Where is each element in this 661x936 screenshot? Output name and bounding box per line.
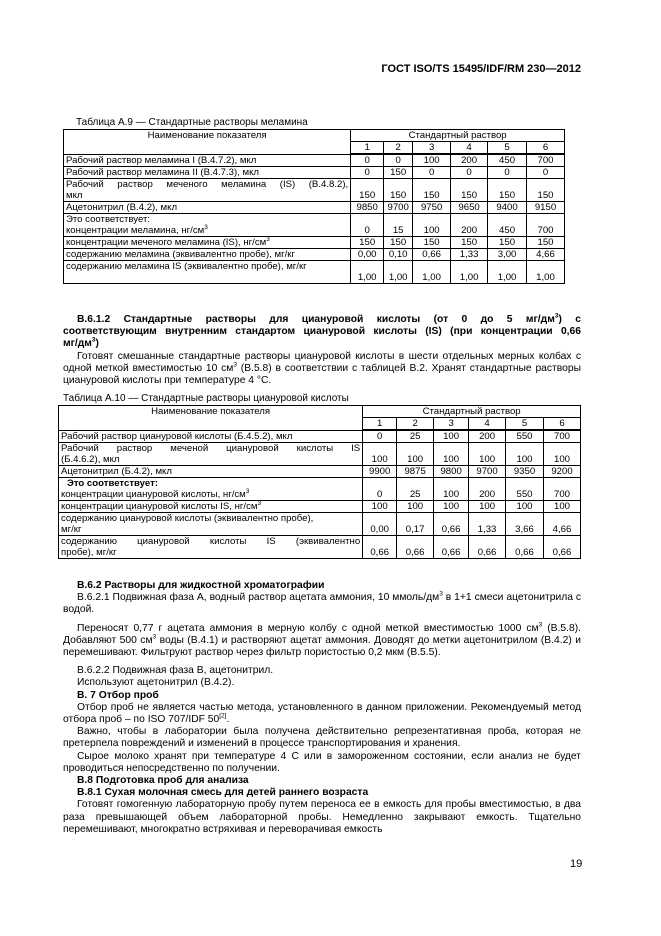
row-label-text: концентрации циануровой кислоты IS, нг/см xyxy=(61,501,258,512)
paragraph-text: Отбор проб не является частью метода, установленного в данном приложении. Рекомендуемый метод отбора проб – по ISO 707/IDF 50 xyxy=(63,701,581,726)
cell: 150 xyxy=(384,237,413,249)
cell: 200 xyxy=(451,154,488,167)
cell: 25 xyxy=(397,430,434,443)
cell: 0,66 xyxy=(413,249,451,261)
cell: 200 xyxy=(451,214,488,237)
cell: 9850 xyxy=(351,202,384,214)
cell: 100 xyxy=(397,501,434,513)
cell: 3,66 xyxy=(506,513,544,536)
cell: 100 xyxy=(363,443,397,466)
cell: 100 xyxy=(469,443,506,466)
table-row xyxy=(64,237,565,249)
cell: 150 xyxy=(351,237,384,249)
col-number: 5 xyxy=(488,142,527,155)
cell: 9900 xyxy=(363,466,397,478)
row-label-line: пробе), мг/кг xyxy=(61,547,117,558)
cell: 450 xyxy=(488,154,527,167)
cell: 9350 xyxy=(506,466,544,478)
heading-text: В.6.1.2 Стандартные растворы для циануровой кислоты (от 0 до 5 мг/дм xyxy=(77,314,555,325)
cell: 1,33 xyxy=(451,249,488,261)
row-label-line: мг/кг xyxy=(61,524,82,535)
row-label: Рабочий раствор меламина II (В.4.7.3), мкл xyxy=(64,167,351,179)
cell: 1,00 xyxy=(451,261,488,284)
paragraph-text: В.6.2.1 Подвижная фаза А, водный раствор ацетата аммония, 10 ммоль/дм xyxy=(77,592,440,604)
table-row xyxy=(64,179,565,202)
cell: 550 xyxy=(506,430,544,443)
table-a10-caption: Таблица А.10 — Стандартные растворы циануровой кислоты xyxy=(63,393,349,404)
row-label-line: мкл xyxy=(66,190,83,201)
cell: 0,00 xyxy=(351,249,384,261)
cell: 0 xyxy=(351,214,384,237)
cell: 100 xyxy=(434,443,469,466)
cell: 100 xyxy=(363,501,397,513)
cell: 150 xyxy=(413,179,451,202)
superscript: 3 xyxy=(439,590,443,598)
cell: 9150 xyxy=(527,202,565,214)
section-b612 xyxy=(63,314,581,387)
table-row xyxy=(64,167,565,179)
cell: 9875 xyxy=(397,466,434,478)
table-row xyxy=(64,261,565,284)
row-label-text: концентрации меченого меламина (IS), нг/см xyxy=(66,237,267,248)
section-heading-line xyxy=(63,314,581,326)
row-label-line: содержанию циануровой кислоты IS (эквивалентно xyxy=(61,536,361,547)
document-header: ГОСТ ISO/TS 15495/IDF/RM 230—2012 xyxy=(381,63,581,75)
cell: 0 xyxy=(384,154,413,167)
table-a9 xyxy=(63,129,565,284)
table-row xyxy=(64,249,565,261)
table-row xyxy=(64,154,565,167)
paragraph: Сырое молоко хранят при температуре 4 С или в замороженном состоянии, если анализ не будет проводиться непосредственно по получении. xyxy=(63,750,581,774)
heading-text: ) с xyxy=(558,314,581,325)
superscript: 3 xyxy=(233,361,237,369)
table-row xyxy=(64,202,565,214)
cell: 4,66 xyxy=(527,249,565,261)
cell: 200 xyxy=(469,478,506,501)
cell: 0,17 xyxy=(397,513,434,536)
table-row xyxy=(59,536,581,559)
cell: 450 xyxy=(488,214,527,237)
paragraph: Используют ацетонитрил (В.4.2). xyxy=(77,677,235,689)
cell: 100 xyxy=(544,501,581,513)
table-row xyxy=(59,443,581,466)
cell: 15 xyxy=(384,214,413,237)
cell: 1,00 xyxy=(413,261,451,284)
paragraph-text: Готовят смешанные стандартные растворы циануровой кислоты в шести отдельных мерных колбах с одной меткой вместимостью 10 см xyxy=(63,350,581,374)
cell: 3,00 xyxy=(488,249,527,261)
cell: 9650 xyxy=(451,202,488,214)
col-number: 6 xyxy=(544,418,581,431)
section-heading-line xyxy=(63,338,581,350)
superscript: 3 xyxy=(266,235,270,243)
cell: 0 xyxy=(451,167,488,179)
superscript: 3 xyxy=(538,621,543,629)
cell: 0,66 xyxy=(434,536,469,559)
cell: 100 xyxy=(397,443,434,466)
row-label-line: Рабочий раствор меченого меламина (IS) (В.4.8.2), xyxy=(66,179,349,190)
paragraph: В.6.2.2 Подвижная фаза В, ацетонитрил. xyxy=(77,665,274,677)
heading-text: ) xyxy=(95,338,99,350)
row-label-line: концентрации циануровой кислоты, нг/см xyxy=(61,489,246,500)
table-row xyxy=(64,214,565,237)
cell: 9800 xyxy=(434,466,469,478)
table-header-name: Наименование показателя xyxy=(64,130,351,155)
paragraph-text: (В.5.8) в соответствии с таблицей В.2. Хранят стандартные растворы циануровой кислоты при температуре 4 °С. xyxy=(63,362,581,387)
superscript: 3 xyxy=(152,633,157,641)
col-number: 2 xyxy=(384,142,413,155)
row-label xyxy=(59,501,363,513)
section-heading: В.6.2 Растворы для жидкостной хроматографии xyxy=(77,580,325,591)
paragraph: Важно, чтобы в лаборатории была получена действительно репрезентативная проба, которая не претерпела повреждений и изменений в процессе транспортирования и хранения. xyxy=(63,726,581,750)
cell: 100 xyxy=(544,443,581,466)
row-label: Ацетонитрил (В.4.2), мкл xyxy=(64,202,351,214)
row-label-line: Рабочий раствор меченой циануровой кислоты IS xyxy=(61,443,361,454)
cell: 100 xyxy=(413,154,451,167)
row-label-line: Это соответствует: xyxy=(67,478,158,489)
row-label xyxy=(59,536,363,559)
cell: 25 xyxy=(397,478,434,501)
cell: 100 xyxy=(506,443,544,466)
cell: 150 xyxy=(451,179,488,202)
cell: 100 xyxy=(434,478,469,501)
col-number: 6 xyxy=(527,142,565,155)
cell: 0,66 xyxy=(506,536,544,559)
table-row xyxy=(59,501,581,513)
superscript: 3 xyxy=(91,336,96,344)
col-number: 2 xyxy=(397,418,434,431)
cell: 0 xyxy=(351,154,384,167)
cell: 150 xyxy=(351,179,384,202)
reference-marker: [2] xyxy=(219,712,227,720)
cell: 0 xyxy=(363,478,397,501)
row-label-line: (Б.4.6.2), мкл xyxy=(61,454,120,465)
cell: 0,10 xyxy=(384,249,413,261)
paragraph xyxy=(63,623,581,660)
cell: 1,00 xyxy=(384,261,413,284)
cell: 700 xyxy=(527,154,565,167)
cell: 0,66 xyxy=(544,536,581,559)
cell: 700 xyxy=(527,214,565,237)
paragraph-text: воды (В.4.1) и растворяют ацетат аммония. Доводят до метки ацетонитрилом (В.4.2) и перемешивают. Фильтруют раствор через фильтр пористостью 0,2 мкм (В.5.5). xyxy=(63,634,581,659)
row-label: Рабочий раствор циануровой кислоты (Б.4.5.2), мкл xyxy=(59,430,363,443)
superscript: 3 xyxy=(257,499,262,507)
table-header-group: Стандартный раствор xyxy=(351,130,565,142)
cell: 1,00 xyxy=(488,261,527,284)
cell: 1,00 xyxy=(351,261,384,284)
row-label: Рабочий раствор меламина I (В.4.7.2), мкл xyxy=(64,154,351,167)
cell: 9700 xyxy=(384,202,413,214)
cell: 550 xyxy=(506,478,544,501)
section-heading: В.8 Подготовка проб для анализа xyxy=(77,775,249,787)
paragraph-text: Переносят 0,77 г ацетата аммония в мерную колбу с одной меткой вместимостью 1000 см xyxy=(77,622,539,634)
col-number: 3 xyxy=(434,418,469,431)
cell: 150 xyxy=(527,179,565,202)
superscript: 3 xyxy=(204,223,208,231)
cell: 150 xyxy=(413,237,451,249)
cell: 0,66 xyxy=(363,536,397,559)
cell: 700 xyxy=(544,478,581,501)
row-label xyxy=(59,443,363,466)
cell: 1,00 xyxy=(527,261,565,284)
cell: 150 xyxy=(527,237,565,249)
cell: 100 xyxy=(434,430,469,443)
paragraph xyxy=(63,702,581,726)
cell: 0,66 xyxy=(469,536,506,559)
cell: 0 xyxy=(351,167,384,179)
page-number: 19 xyxy=(570,858,583,870)
cell: 0 xyxy=(488,167,527,179)
paragraph-text: в 1+1 смеси ацетонитрила с водой. xyxy=(63,592,581,616)
row-label-line: Это соответствует: xyxy=(66,214,151,225)
cell: 0,66 xyxy=(397,536,434,559)
cell: 9750 xyxy=(413,202,451,214)
table-a9-caption: Таблица А.9 — Стандартные растворы меламина xyxy=(76,117,308,128)
row-label: Ацетонитрил (Б.4.2), мкл xyxy=(59,466,363,478)
cell: 150 xyxy=(384,179,413,202)
table-row xyxy=(64,130,565,142)
cell: 150 xyxy=(384,167,413,179)
table-row xyxy=(59,406,581,418)
cell: 0,00 xyxy=(363,513,397,536)
cell: 100 xyxy=(434,501,469,513)
col-number: 1 xyxy=(351,142,384,155)
cell: 0 xyxy=(527,167,565,179)
cell: 100 xyxy=(469,501,506,513)
section-heading-line: соответствующим внутренним стандартом циануровой кислоты (IS) (при концентрации 0,66 xyxy=(63,326,581,338)
superscript: 3 xyxy=(245,487,250,495)
row-label-line: содержанию циануровой кислоты (эквивалентно пробе), xyxy=(61,513,314,524)
paragraph xyxy=(63,592,581,616)
cell: 0,66 xyxy=(434,513,469,536)
section-heading: В. 7 Отбор проб xyxy=(77,689,159,701)
col-number: 4 xyxy=(469,418,506,431)
row-label xyxy=(64,214,351,237)
superscript: 3 xyxy=(554,312,559,320)
table-row xyxy=(59,513,581,536)
table-row xyxy=(59,430,581,443)
cell: 4,66 xyxy=(544,513,581,536)
cell: 150 xyxy=(488,237,527,249)
table-header-group: Стандартный раствор xyxy=(363,406,581,418)
paragraph xyxy=(63,351,581,388)
cell: 0 xyxy=(413,167,451,179)
section-heading: В.8.1 Сухая молочная смесь для детей раннего возраста xyxy=(77,787,369,799)
row-label xyxy=(64,261,351,284)
col-number: 5 xyxy=(506,418,544,431)
cell: 9200 xyxy=(544,466,581,478)
table-a10 xyxy=(58,405,581,559)
body-text xyxy=(63,580,581,836)
table-row xyxy=(59,478,581,501)
col-number: 3 xyxy=(413,142,451,155)
cell: 9700 xyxy=(469,466,506,478)
cell: 1,33 xyxy=(469,513,506,536)
cell: 200 xyxy=(469,430,506,443)
cell: 700 xyxy=(544,430,581,443)
table-header-name: Наименование показателя xyxy=(59,406,363,431)
cell: 100 xyxy=(413,214,451,237)
col-number: 4 xyxy=(451,142,488,155)
cell: 100 xyxy=(506,501,544,513)
row-label xyxy=(64,237,351,249)
row-label-text: содержанию меламина IS (эквивалентно пробе), мг/кг xyxy=(66,261,307,272)
cell: 150 xyxy=(488,179,527,202)
row-label xyxy=(59,513,363,536)
paragraph-text: (В.5.8). Добавляют 500 см xyxy=(63,622,581,646)
table-row xyxy=(59,466,581,478)
heading-text: мг/дм xyxy=(63,338,92,350)
row-label xyxy=(59,478,363,501)
paragraph-text: . xyxy=(226,714,230,726)
row-label: содержанию меламина (эквивалентно пробе), мг/кг xyxy=(64,249,351,261)
cell: 150 xyxy=(451,237,488,249)
row-label-line: концентрации меламина, нг/см xyxy=(66,225,205,236)
col-number: 1 xyxy=(363,418,397,431)
cell: 9400 xyxy=(488,202,527,214)
paragraph: Готовят гомогенную лабораторную пробу путем переноса ее в емкость для пробы вместимостью, в два раза превышающей объем лабораторной пробы. Немедленно закрывают емкость. Тщательно перемешивают, многократно встряхивая и переворачивая емкость xyxy=(63,799,581,835)
cell: 0 xyxy=(363,430,397,443)
row-label xyxy=(64,179,351,202)
